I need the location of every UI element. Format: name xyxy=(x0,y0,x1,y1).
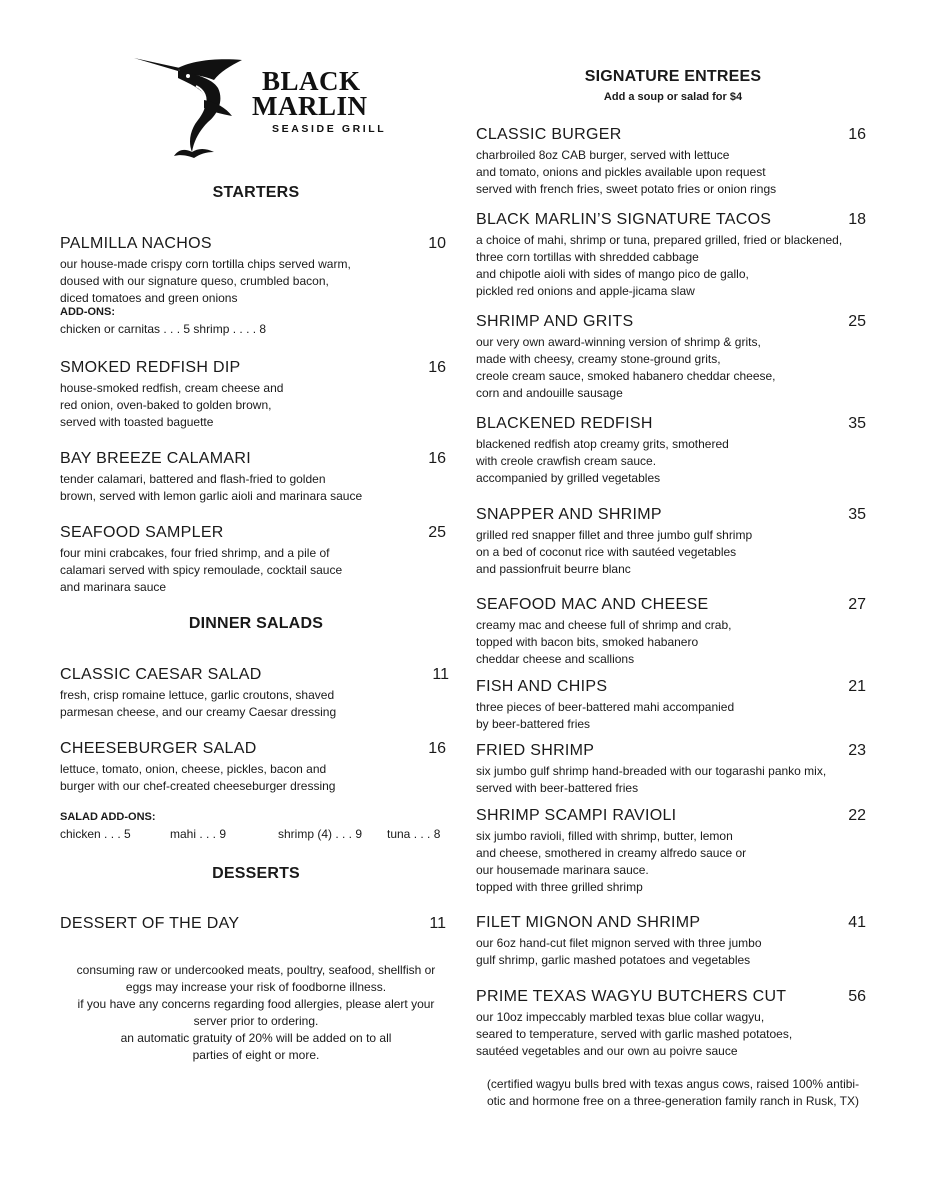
item-description: fresh, crisp romaine lettuce, garlic croutons, shaved parmesan cheese, and our creamy Caesar dressing xyxy=(60,688,337,719)
section-subtitle-entrees: Add a soup or salad for $4 xyxy=(603,91,743,103)
item-description: charbroiled 8oz CAB burger, served with lettuce and tomato, onions and pickles available upon request served with french fries, sweet potato fries or onion rings xyxy=(476,148,777,196)
menu-item xyxy=(476,126,866,198)
menu-item xyxy=(60,450,446,510)
logo-line-1: BLACK xyxy=(262,66,361,96)
menu-item xyxy=(476,914,866,970)
salad-addon: shrimp (4) . . . 9 xyxy=(278,827,363,841)
food-safety-notice: consuming raw or undercooked meats, poultry, seafood, shellfish or eggs may increase your risk of foodborne illness. if you have any concerns regarding food allergies, please alert your server prior to ordering. an automatic gratuity of 20% will be added on to all parties of eight or more. xyxy=(76,963,436,1062)
salad-addon: chicken . . . 5 xyxy=(60,827,131,841)
item-price: 41 xyxy=(848,914,866,931)
item-price: 16 xyxy=(848,126,866,143)
item-name: SMOKED REDFISH DIP xyxy=(60,359,241,376)
item-name: SHRIMP SCAMPI RAVIOLI xyxy=(476,807,677,824)
item-price: 10 xyxy=(428,235,446,252)
item-description: our 6oz hand-cut filet mignon served with three jumbo gulf shrimp, garlic mashed potatoes and vegetables xyxy=(476,936,762,967)
item-description: grilled red snapper fillet and three jumbo gulf shrimp on a bed of coconut rice with sautéed vegetables and passionfruit beurre blanc xyxy=(476,528,753,576)
item-price: 35 xyxy=(848,415,866,432)
item-description: six jumbo ravioli, filled with shrimp, butter, lemon and cheese, smothered in creamy alfredo sauce or our housemade marinara sauce. topped with three grilled shrimp xyxy=(476,829,747,894)
menu-item xyxy=(476,596,866,668)
menu-item xyxy=(476,988,866,1060)
item-name: CLASSIC BURGER xyxy=(476,126,622,143)
item-name: CLASSIC CAESAR SALAD xyxy=(60,666,262,683)
salad-addons-label: SALAD ADD-ONS: xyxy=(60,811,156,823)
item-price: 11 xyxy=(432,666,449,683)
restaurant-logo xyxy=(134,56,404,160)
item-name: BLACKENED REDFISH xyxy=(476,415,653,432)
logo-line-2: MARLIN xyxy=(252,91,368,121)
item-price: 16 xyxy=(428,740,446,757)
section-title-entrees: SIGNATURE ENTREES xyxy=(584,68,762,85)
item-description: lettuce, tomato, onion, cheese, pickles, bacon and burger with our chef-created cheeseburger dressing xyxy=(60,762,336,793)
menu-item xyxy=(60,666,449,724)
menu-item xyxy=(476,415,866,487)
item-name: FRIED SHRIMP xyxy=(476,742,595,759)
item-description: six jumbo gulf shrimp hand-breaded with our togarashi panko mix, served with beer-battered fries xyxy=(476,764,827,795)
item-price: 56 xyxy=(848,988,866,1005)
item-description: a choice of mahi, shrimp or tuna, prepared grilled, fried or blackened, three corn tortillas with shredded cabbage and chipotle aioli with sides of mango pico de gallo, pickled red onions and apple-jicama slaw xyxy=(476,233,843,298)
marlin-fish-icon xyxy=(134,56,252,160)
item-price: 16 xyxy=(428,450,446,467)
item-price: 11 xyxy=(429,915,446,932)
menu-item xyxy=(476,506,866,578)
menu-item xyxy=(60,524,446,599)
addons-list: chicken or carnitas . . . 5 shrimp . . . . 8 xyxy=(60,322,267,336)
item-price: 16 xyxy=(428,359,446,376)
logo-tagline: SEASIDE GRILL xyxy=(272,123,387,135)
item-name: PALMILLA NACHOS xyxy=(60,235,212,252)
item-name: SEAFOOD MAC AND CHEESE xyxy=(476,596,709,613)
item-price: 18 xyxy=(848,211,866,228)
item-description: blackened redfish atop creamy grits, smothered with creole crawfish cream sauce. accompanied by grilled vegetables xyxy=(476,437,729,485)
menu-item xyxy=(60,359,446,434)
item-description: our 10oz impeccably marbled texas blue collar wagyu, seared to temperature, served with garlic mashed potatoes, sautéed vegetables and our own au poivre sauce xyxy=(476,1010,793,1058)
item-description: our house-made crispy corn tortilla chips served warm, doused with our signature queso, crumbled bacon, diced tomatoes and green onions xyxy=(60,257,351,305)
item-name: SHRIMP AND GRITS xyxy=(476,313,634,330)
item-name: BLACK MARLIN’S SIGNATURE TACOS xyxy=(476,211,772,228)
item-name: CHEESEBURGER SALAD xyxy=(60,740,257,757)
menu-item xyxy=(476,742,866,798)
section-title-desserts: DESSERTS xyxy=(212,865,300,882)
item-name: SEAFOOD SAMPLER xyxy=(60,524,224,541)
item-description: creamy mac and cheese full of shrimp and crab, topped with bacon bits, smoked habanero cheddar cheese and scallions xyxy=(476,618,732,666)
item-price: 27 xyxy=(848,596,866,613)
menu-item xyxy=(476,807,866,897)
item-description: four mini crabcakes, four fried shrimp, and a pile of calamari served with spicy remoulade, cocktail sauce and marinara sauce xyxy=(60,546,343,594)
addons-label: ADD-ONS: xyxy=(60,306,115,318)
item-price: 25 xyxy=(848,313,866,330)
menu-item xyxy=(476,211,866,301)
item-name: PRIME TEXAS WAGYU BUTCHERS CUT xyxy=(476,988,787,1005)
item-price: 25 xyxy=(428,524,446,541)
item-name: BAY BREEZE CALAMARI xyxy=(60,450,251,467)
item-description: three pieces of beer-battered mahi accompanied by beer-battered fries xyxy=(476,700,735,731)
item-name: FISH AND CHIPS xyxy=(476,678,608,695)
item-name: DESSERT OF THE DAY xyxy=(60,915,240,932)
salad-addon: mahi . . . 9 xyxy=(170,827,227,841)
item-description: tender calamari, battered and flash-fried to golden brown, served with lemon garlic aioli and marinara sauce xyxy=(60,472,363,503)
wagyu-footnote: (certified wagyu bulls bred with texas angus cows, raised 100% antibi- otic and hormone free on a three-generation family ranch in Rusk, TX) xyxy=(486,1077,860,1108)
item-price: 23 xyxy=(848,742,866,759)
salad-addon: tuna . . . 8 xyxy=(387,827,441,841)
item-name: FILET MIGNON AND SHRIMP xyxy=(476,914,701,931)
item-price: 21 xyxy=(848,678,866,695)
menu-item xyxy=(476,678,866,734)
item-price: 35 xyxy=(848,506,866,523)
item-name: SNAPPER AND SHRIMP xyxy=(476,506,662,523)
menu-item xyxy=(60,915,446,937)
menu-item xyxy=(476,313,866,403)
item-description: our very own award-winning version of shrimp & grits, made with cheesy, creamy stone-ground grits, creole cream sauce, smoked habanero cheddar cheese, corn and andouille sausage xyxy=(476,335,776,400)
section-title-salads: DINNER SALADS xyxy=(188,615,324,632)
item-description: house-smoked redfish, cream cheese and red onion, oven-baked to golden brown, served with toasted baguette xyxy=(60,381,284,429)
menu-item xyxy=(60,740,446,798)
section-title-starters: STARTERS xyxy=(212,184,300,201)
item-price: 22 xyxy=(848,807,866,824)
